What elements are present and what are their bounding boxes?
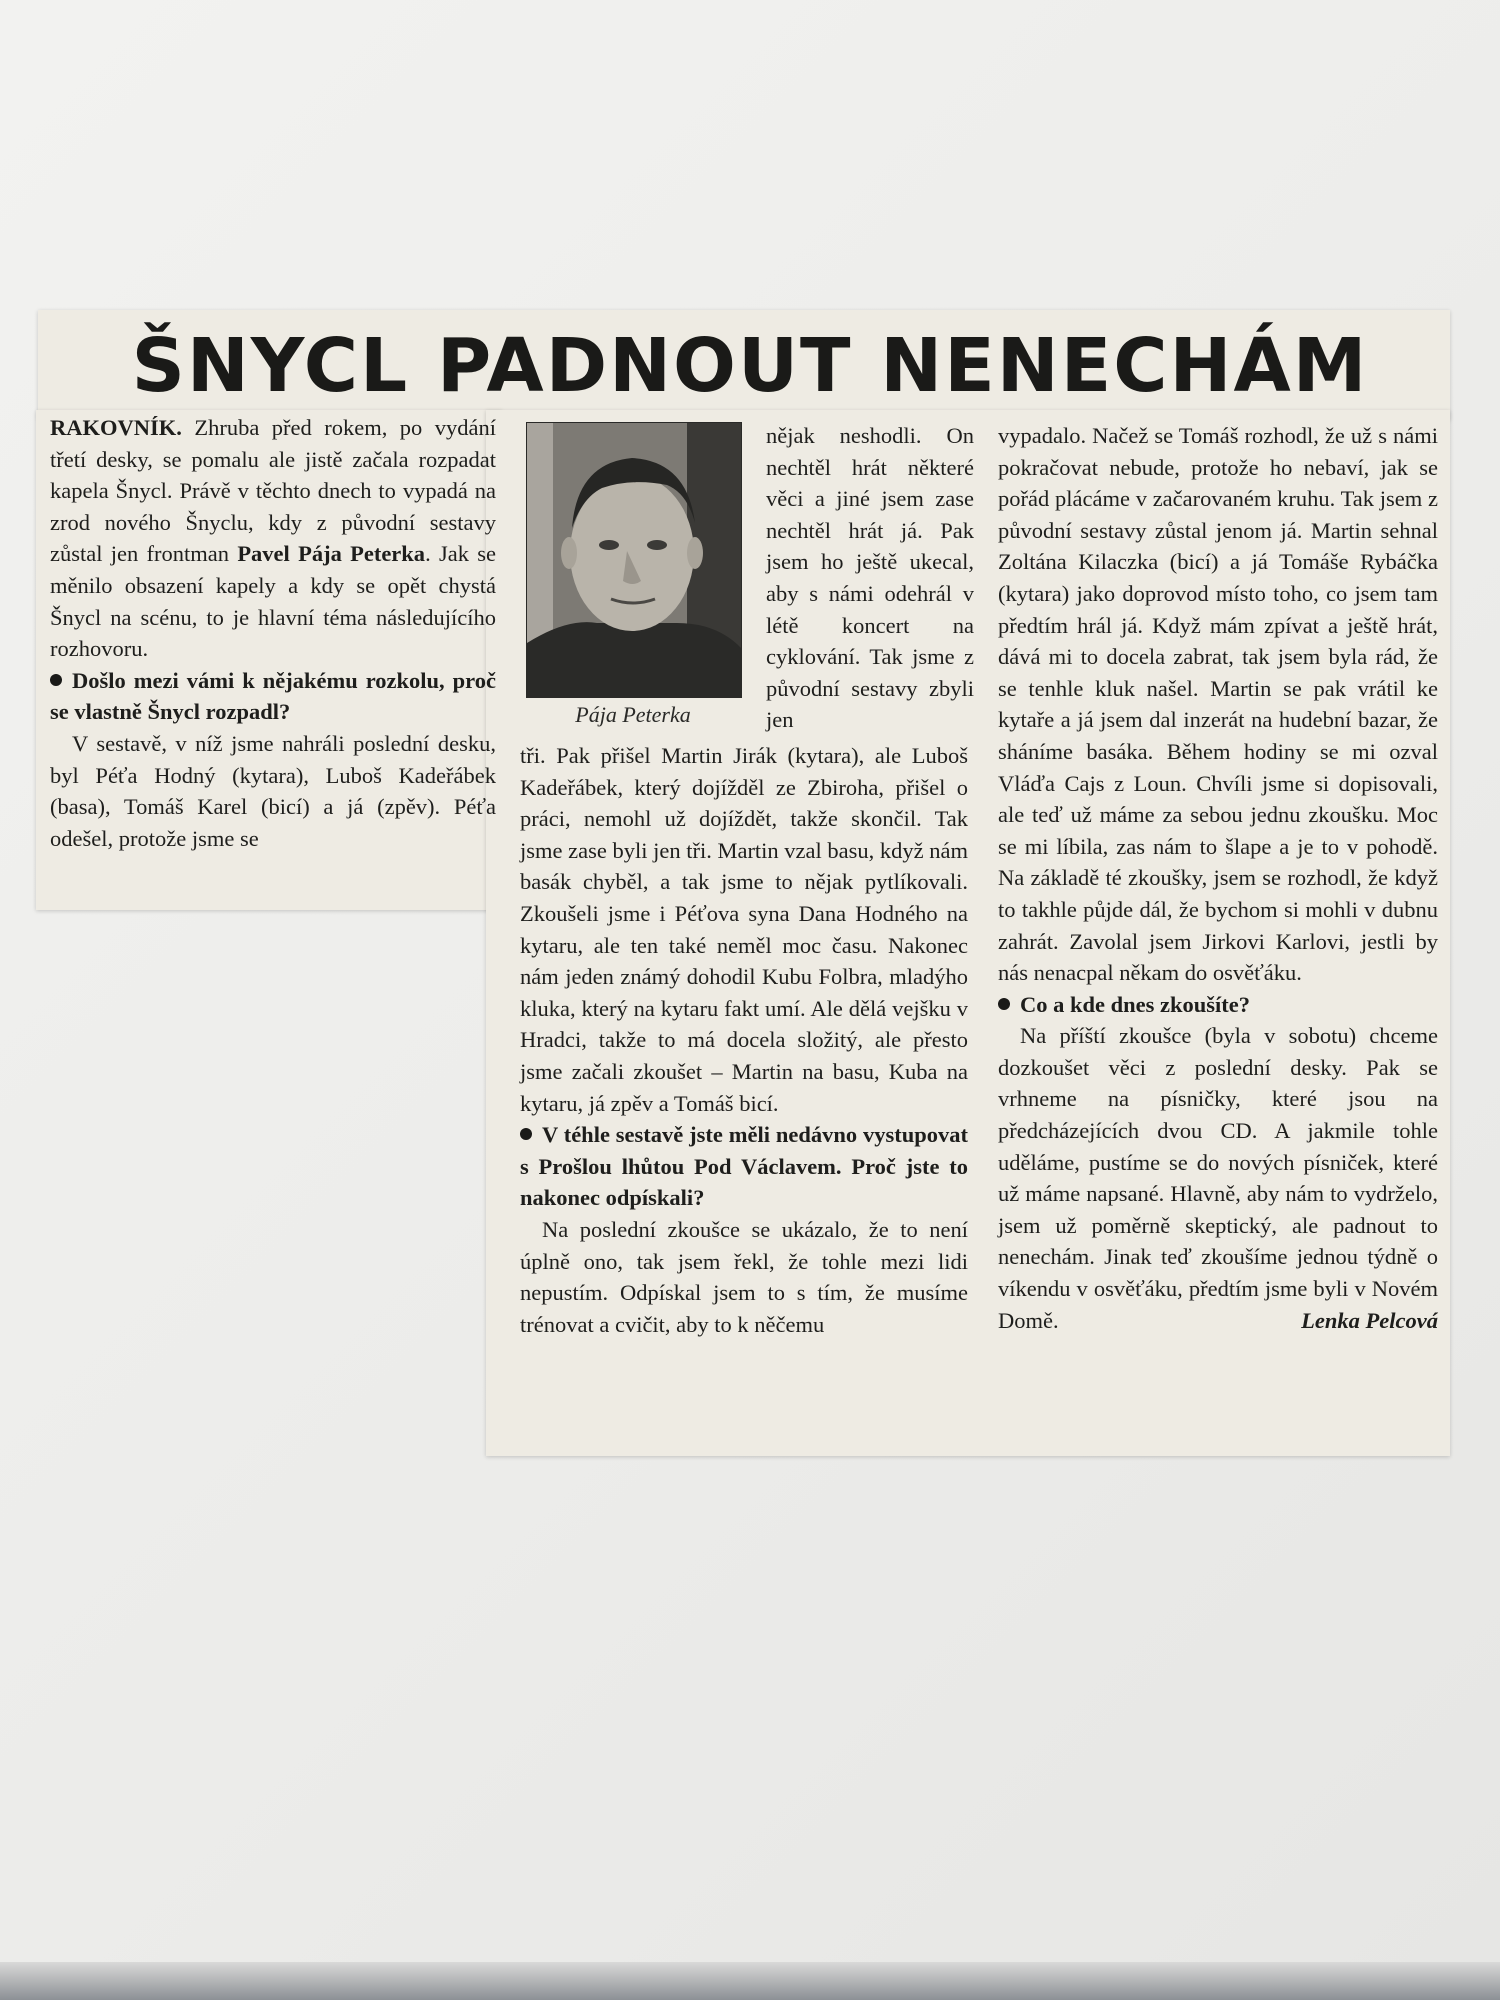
article-headline: ŠNYCL PADNOUT NENECHÁM bbox=[131, 323, 1369, 409]
article-lead bbox=[50, 412, 496, 665]
author-signature: Lenka Pelcová bbox=[1301, 1307, 1438, 1333]
bullet-icon bbox=[50, 674, 62, 686]
question-1 bbox=[50, 665, 496, 728]
article-column-3 bbox=[998, 420, 1438, 1336]
question-2 bbox=[520, 1119, 968, 1214]
question-3 bbox=[998, 989, 1438, 1021]
photo-caption: Pája Peterka bbox=[575, 702, 691, 727]
question-1-text: Došlo mezi vámi k nějakému rozkolu, proč se vlastně Šnycl rozpadl? bbox=[50, 667, 496, 725]
lead-name: Pavel Pája Peterka bbox=[237, 541, 426, 567]
answer-1-part-3: tři. Pak přišel Martin Jirák (kytara), ale Luboš Kadeřábek, který dojížděl ze Zbiroha, přišel o práci, nemohl už dojíždět, takže skončil. Tak jsme zase byli jen tři. Martin vzal basu, když nám basák chyběl, a tak jsme to nějak pytlíkovali. Zkoušeli jsme i Péťova syna Dana Hodného na kytaru, ale ten také neměl moc času. Nakonec nám jeden známý dohodil Kubu Folbra, mladýho kluka, který na kytaru fakt umí. Ale dělá vejšku v Hradci, takže to má docela složitý, ale přesto jsme začali zkoušet – Martin na basu, Kuba na kytaru, já zpěv a Tomáš bicí. bbox=[520, 743, 969, 1116]
portrait-photo bbox=[526, 422, 742, 698]
article-column-1 bbox=[50, 412, 496, 854]
dateline: RAKOVNÍK. bbox=[50, 415, 182, 440]
answer-3-text: Na příští zkoušce (byla v sobotu) chceme dozkoušet věci z poslední desky. Pak se vrhneme na písničky, které jsou na předcházejících dvou CD. A jakmile tohle uděláme, pustíme se do nových písniček, které už máme napsané. Hlavně, aby nám to vydrželo, jsem už poměrně skeptický, ale padnout to nenechám. Jinak teď zkoušíme jednou týdně o víkendu v osvěťáku, předtím jsme byli v Novém Domě. bbox=[998, 1023, 1438, 1333]
answer-1-part-2: nějak neshodli. On nechtěl hrát některé věci a jiné jsem zase nechtěl hrát já. Pak jsem ho ještě ukecal, aby s námi odehrál v létě koncert na cyklování. Tak jsme z původní sestavy zbyli jen bbox=[766, 423, 974, 733]
answer-2-part-2: vypadalo. Načež se Tomáš rozhodl, že už s námi pokračovat nebude, protože ho nebaví, jak se pořád plácáme v začarovaném kruhu. Tak jsem z původní sestavy zůstal jenom já. Martin sehnal Zoltána Kilaczka (bicí) a já Tomáše Rybáčka (kytara) jako doprovod místo toho, co jsem tam předtím hrál já. Když mám zpívat a ještě hrát, dává mi to docela zabrat, tak jsem byla rád, že se tenhle kluk našel. Martin se pak vrátil ke kytaře a já jsem dal inzerát na hudební bazar, že sháníme basáka. Během hodiny se mi ozval Vláďa Cajs z Loun. Chvíli jsme si dopisovali, ale teď už máme za sebou jednu zkoušku. Moc se mi líbila, zas nám to šlape a je to v pohodě. Na základě té zkoušky, jsem se rozhodl, že když to takhle půjde dál, že bychom si mohli v dubnu zahrát. Zavolal jsem Jirkovi Karlovi, jestli by nás nenacpal někam do osvěťáku. bbox=[998, 423, 1438, 986]
article-column-2 bbox=[520, 740, 968, 1340]
answer-2-part-1: Na poslední zkoušce se ukázalo, že to není úplně ono, tak jsem řekl, že tohle mezi lidi nepustím. Odpískal jsem to s tím, že musíme trénovat a cvičit, aby to k něčemu bbox=[520, 1216, 968, 1337]
question-3-text: Co a kde dnes zkoušíte? bbox=[1020, 991, 1251, 1017]
bullet-icon bbox=[520, 1128, 532, 1140]
answer-1-part-1: V sestavě, v níž jsme nahráli poslední desku, byl Péťa Hodný (kytara), Luboš Kadeřábek (basa), Tomáš Karel (bicí) a já (zpěv). Péťa odešel, protože jsme se bbox=[50, 730, 496, 851]
article-column-2-top bbox=[766, 420, 974, 736]
lead-text: Zhruba před rokem, po vydání třetí desky, se pomalu ale jistě začala rozpadat kapela Šnycl. Právě v těchto dnech to vypadá na zrod nového Šnyclu, kdy z původní sestavy zůstal jen frontman bbox=[50, 415, 497, 567]
table-edge bbox=[0, 1962, 1500, 2000]
question-2-text: V téhle sestavě jste měli nedávno vystupovat s Prošlou lhůtou Pod Václavem. Proč jste to nakonec odpískali? bbox=[520, 1122, 968, 1211]
answer-3 bbox=[998, 1020, 1438, 1336]
bullet-icon bbox=[998, 998, 1010, 1010]
lead-end: . Jak se měnilo obsazení kapely a kdy se opět chystá Šnycl na scénu, to je hlavní téma následujícího rozhovoru. bbox=[50, 541, 496, 662]
